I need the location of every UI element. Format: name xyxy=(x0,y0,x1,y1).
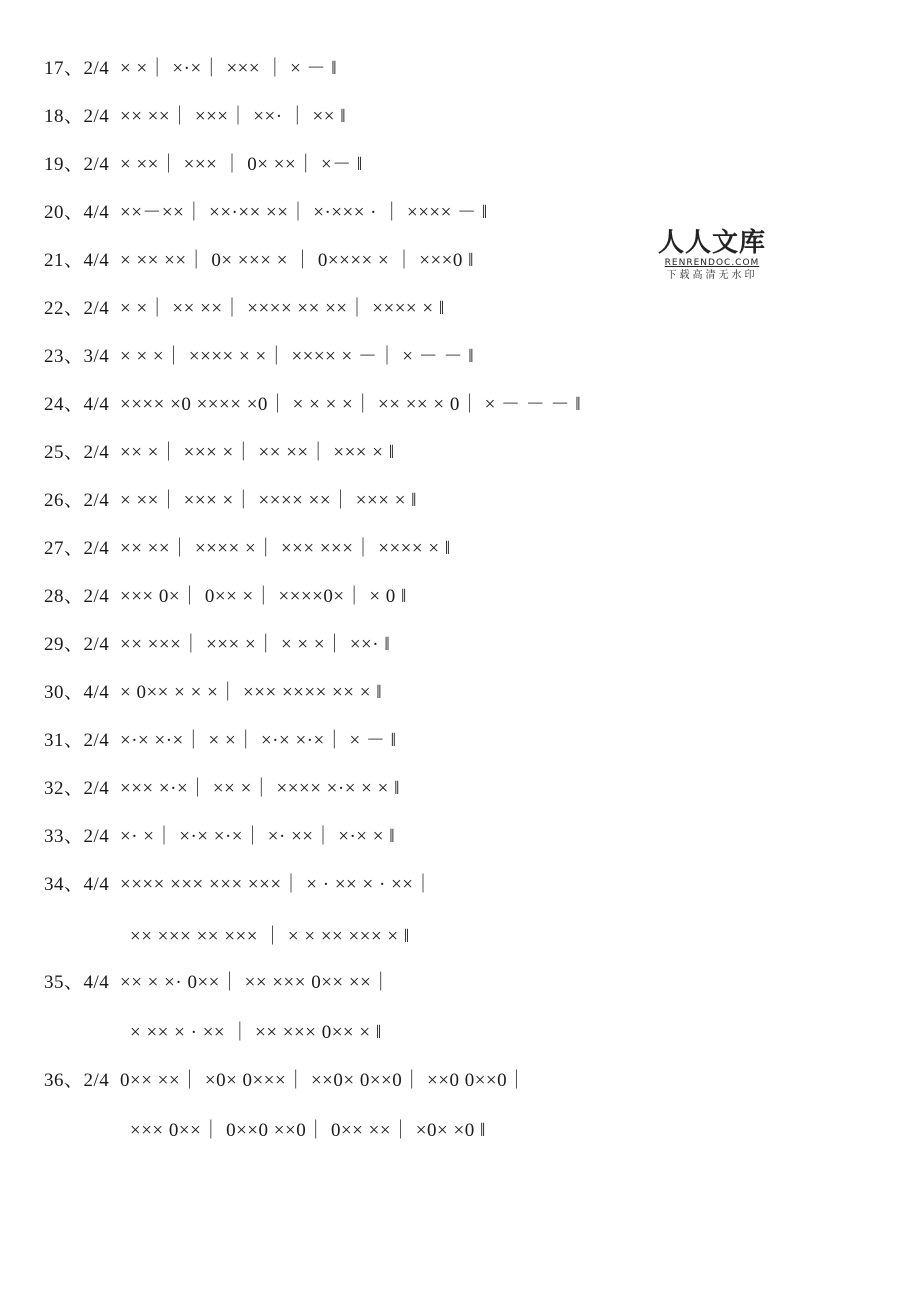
exercise-18 xyxy=(44,100,346,134)
exercise-24 xyxy=(44,388,581,422)
exercise-number: 25、2/4 xyxy=(44,442,110,463)
exercise-20 xyxy=(44,196,488,230)
exercise-number: 22、2/4 xyxy=(44,298,110,319)
exercise-number: 20、4/4 xyxy=(44,202,110,223)
rhythm-notation: × ×× × · ×× ｜ ×× ××× 0×× × ‖ xyxy=(130,1022,382,1043)
exercise-21 xyxy=(44,244,474,278)
watermark-url: RENRENDOC.COM xyxy=(664,258,760,268)
exercise-30 xyxy=(44,676,382,710)
rhythm-notation: ××－××｜ ××·×× ××｜ ×·××× · ｜ ×××× － ‖ xyxy=(120,202,488,223)
exercise-number: 30、4/4 xyxy=(44,682,110,703)
exercise-number: 33、2/4 xyxy=(44,826,110,847)
rhythm-notation: × ×｜ ×× ××｜ ×××× ×× ××｜ ×××× × ‖ xyxy=(120,298,445,319)
exercise-number: 24、4/4 xyxy=(44,394,110,415)
exercise-22 xyxy=(44,292,445,326)
exercise-19 xyxy=(44,148,363,182)
exercise-number: 28、2/4 xyxy=(44,586,110,607)
rhythm-notation: ××× ×·×｜ ×× ×｜ ×××× ×·× × × ‖ xyxy=(120,778,400,799)
exercise-number: 32、2/4 xyxy=(44,778,110,799)
rhythm-notation: ×× × ×· 0××｜ ×× ××× 0×× ××｜ xyxy=(120,972,391,993)
exercise-36 xyxy=(44,1064,527,1098)
watermark-title: 人人文库 xyxy=(657,228,766,258)
exercise-31 xyxy=(44,724,397,758)
exercise-number: 19、2/4 xyxy=(44,154,110,175)
exercise-23 xyxy=(44,340,474,374)
rhythm-notation: ×× ×××｜ ××× ×｜ × × ×｜ ××· ‖ xyxy=(120,634,391,655)
exercise-33 xyxy=(44,820,395,854)
rhythm-notation: ×· ×｜ ×·× ×·×｜ ×· ××｜ ×·× × ‖ xyxy=(120,826,396,847)
rhythm-notation: × 0×× × × ×｜ ××× ×××× ×× × ‖ xyxy=(120,682,383,703)
exercise-number: 17、2/4 xyxy=(44,58,110,79)
rhythm-notation: ×××× ××× ××× ×××｜ × · ×× × · ××｜ xyxy=(120,874,433,895)
watermark-subtitle: 下载高清无水印 xyxy=(666,270,758,281)
rhythm-notation: ××× 0××｜ 0××0 ××0｜ 0×× ××｜ ×0× ×0 ‖ xyxy=(130,1120,486,1141)
rhythm-notation: × ×｜ ×·×｜ ××× ｜ × － ‖ xyxy=(120,58,338,79)
rhythm-notation: × ××｜ ××× ｜ 0× ××｜ ×－ ‖ xyxy=(120,154,363,175)
rhythm-notation: ×××× ×0 ×××× ×0｜ × × × ×｜ ×× ×× × 0｜ × － － － ‖ xyxy=(120,394,582,415)
exercise-number: 29、2/4 xyxy=(44,634,110,655)
rhythm-notation: ×× ××｜ ×××× ×｜ ××× ×××｜ ×××× × ‖ xyxy=(120,538,451,559)
exercise-28 xyxy=(44,580,407,614)
exercise-32 xyxy=(44,772,400,806)
rhythm-notation: ×× ××× ×× ××× ｜ × × ×× ××× × ‖ xyxy=(130,926,410,947)
exercise-25 xyxy=(44,436,395,470)
exercise-number: 34、4/4 xyxy=(44,874,110,895)
exercise-35 xyxy=(44,966,391,1000)
rhythm-notation: × ××｜ ××× ×｜ ×××× ××｜ ××× × ‖ xyxy=(120,490,417,511)
rhythm-notation: 0×× ××｜ ×0× 0×××｜ ××0× 0××0｜ ××0 0××0｜ xyxy=(120,1070,527,1091)
exercise-number: 26、2/4 xyxy=(44,490,110,511)
rhythm-notation: × ×× ××｜ 0× ××× × ｜ 0×××× × ｜ ×××0 ‖ xyxy=(120,250,474,271)
exercise-number: 18、2/4 xyxy=(44,106,110,127)
rhythm-notation: ×·× ×·×｜ × ×｜ ×·× ×·×｜ × － ‖ xyxy=(120,730,397,751)
rhythm-notation: ×× ×｜ ××× ×｜ ×× ××｜ ××× × ‖ xyxy=(120,442,395,463)
exercise-34-continued xyxy=(130,920,410,954)
exercise-number: 35、4/4 xyxy=(44,972,110,993)
exercise-34 xyxy=(44,868,433,902)
rhythm-notation: × × ×｜ ×××× × ×｜ ×××× × －｜ × － － ‖ xyxy=(120,346,475,367)
exercise-number: 21、4/4 xyxy=(44,250,110,271)
exercise-number: 27、2/4 xyxy=(44,538,110,559)
exercise-number: 23、3/4 xyxy=(44,346,110,367)
exercise-29 xyxy=(44,628,390,662)
exercise-26 xyxy=(44,484,417,518)
watermark-logo xyxy=(648,228,776,288)
exercise-36-continued xyxy=(130,1114,486,1148)
exercise-number: 31、2/4 xyxy=(44,730,110,751)
exercise-35-continued xyxy=(130,1016,382,1050)
rhythm-notation: ××× 0×｜ 0×× ×｜ ××××0×｜ × 0 ‖ xyxy=(120,586,407,607)
exercise-17 xyxy=(44,52,337,86)
exercise-number: 36、2/4 xyxy=(44,1070,110,1091)
rhythm-notation: ×× ××｜ ×××｜ ××· ｜ ×× ‖ xyxy=(120,106,347,127)
exercise-27 xyxy=(44,532,451,566)
